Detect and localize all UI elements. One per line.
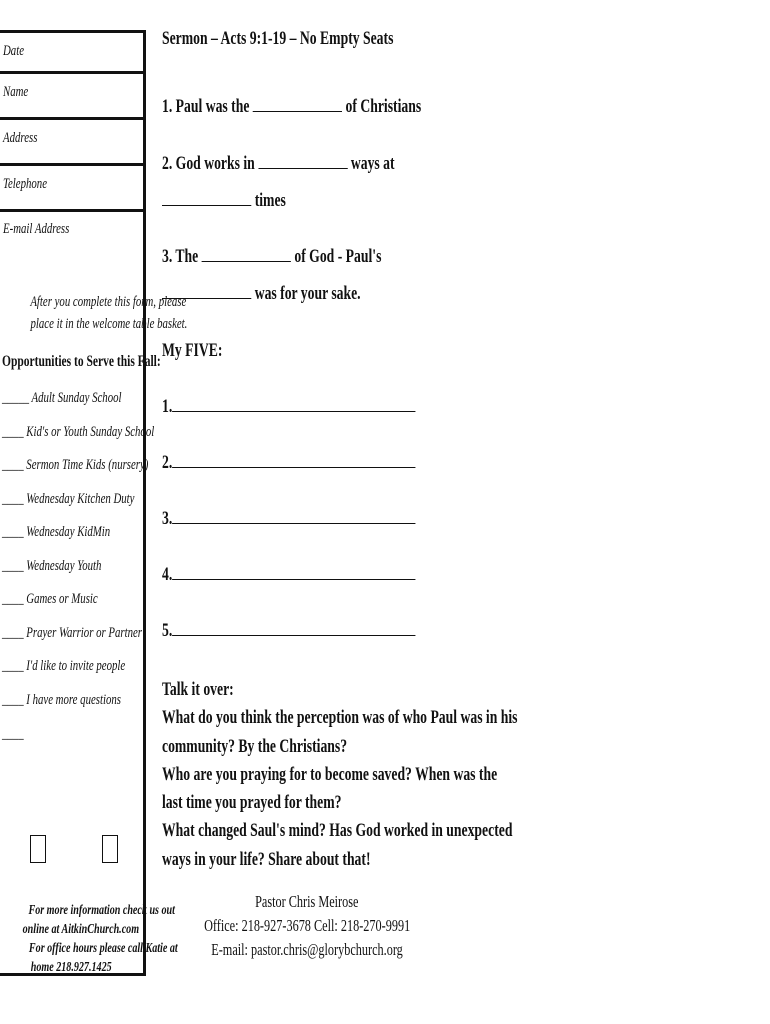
question-2-cont: times — [162, 190, 334, 212]
blank-line[interactable] — [172, 579, 415, 580]
question-1: 1. Paul was the of Christians — [162, 96, 422, 117]
opportunity-item[interactable]: ____ — [2, 726, 24, 742]
visitor-form — [0, 30, 188, 976]
checkbox-icon[interactable] — [30, 835, 46, 863]
opportunity-item[interactable]: ____ Wednesday Youth — [2, 558, 102, 574]
telephone-field[interactable] — [0, 166, 143, 212]
five-item: 1. — [162, 396, 514, 418]
talk-line: What do you think the perception was of who Paul was in his — [162, 707, 518, 729]
question-2: 2. God works in ways at — [162, 153, 395, 174]
checkbox-icon[interactable] — [102, 835, 118, 863]
five-item: 2. — [162, 452, 514, 474]
talk-line: ways in your life? Share about that! — [162, 848, 371, 870]
opportunity-item[interactable]: ____ Wednesday Kitchen Duty — [2, 491, 135, 507]
five-item: 3. — [162, 508, 514, 530]
opportunity-item[interactable]: ____ Kid's or Youth Sunday School — [2, 424, 155, 440]
opportunity-item[interactable]: _____ Adult Sunday School — [2, 390, 122, 406]
opportunity-item[interactable]: ____ Games or Music — [2, 591, 98, 607]
date-field[interactable] — [0, 33, 143, 74]
complete-form-note: After you complete this form, please place it in the welcome table basket. — [30, 294, 188, 332]
opportunity-item[interactable]: ____ Sermon Time Kids (nursery) — [2, 457, 149, 473]
question-3: 3. The of God - Paul's — [162, 246, 382, 267]
my-five-heading: My FIVE: — [162, 340, 223, 361]
talk-line: last time you prayed for them? — [162, 792, 342, 814]
blank-line[interactable] — [172, 411, 415, 412]
name-field[interactable] — [0, 74, 143, 120]
address-field[interactable] — [0, 120, 143, 166]
question-3-cont: was for your sake. — [162, 283, 438, 305]
info-note: For more information check us out online at AitkinChurch.com For office hours please call Katie at home 218.927.1425 — [22, 903, 178, 975]
pastor-name: Pastor Chris Meirose — [255, 892, 359, 911]
blank-line[interactable] — [253, 111, 342, 112]
opportunities-title: Opportunities to Serve this Fall: — [2, 353, 161, 370]
talk-it-over — [162, 676, 656, 874]
telephone-label: Telephone — [3, 176, 47, 192]
sermon-title: Sermon – Acts 9:1-19 – No Empty Seats — [162, 28, 394, 49]
talk-heading: Talk it over: — [162, 679, 234, 700]
opportunity-item[interactable]: ____ Prayer Warrior or Partner — [2, 625, 143, 641]
opportunity-item[interactable]: ____ Wednesday KidMin — [2, 524, 111, 540]
email-field-label: E-mail Address — [3, 221, 70, 237]
opportunity-item[interactable]: ____ I have more questions — [2, 692, 121, 708]
date-label: Date — [3, 43, 25, 59]
pastor-contact — [162, 890, 452, 962]
talk-line: What changed Saul's mind? Has God worked in unexpected — [162, 820, 513, 842]
blank-line[interactable] — [162, 298, 251, 299]
pastor-email[interactable]: E-mail: pastor.chris@glorybchurch.org — [211, 940, 403, 959]
opportunity-item[interactable]: ____ I'd like to invite people — [2, 658, 126, 674]
five-item: 5. — [162, 620, 514, 642]
blank-line[interactable] — [172, 523, 415, 524]
blank-line[interactable] — [202, 261, 291, 262]
talk-line: Who are you praying for to become saved? When was the — [162, 763, 498, 785]
name-label: Name — [3, 84, 29, 100]
blank-line[interactable] — [172, 467, 415, 468]
pastor-phones: Office: 218-927-3678 Cell: 218-270-9991 — [203, 916, 411, 935]
five-item: 4. — [162, 564, 514, 586]
blank-line[interactable] — [172, 635, 415, 636]
blank-line[interactable] — [258, 168, 347, 169]
address-label: Address — [3, 130, 38, 146]
talk-line: community? By the Christians? — [162, 735, 348, 757]
blank-line[interactable] — [162, 205, 251, 206]
